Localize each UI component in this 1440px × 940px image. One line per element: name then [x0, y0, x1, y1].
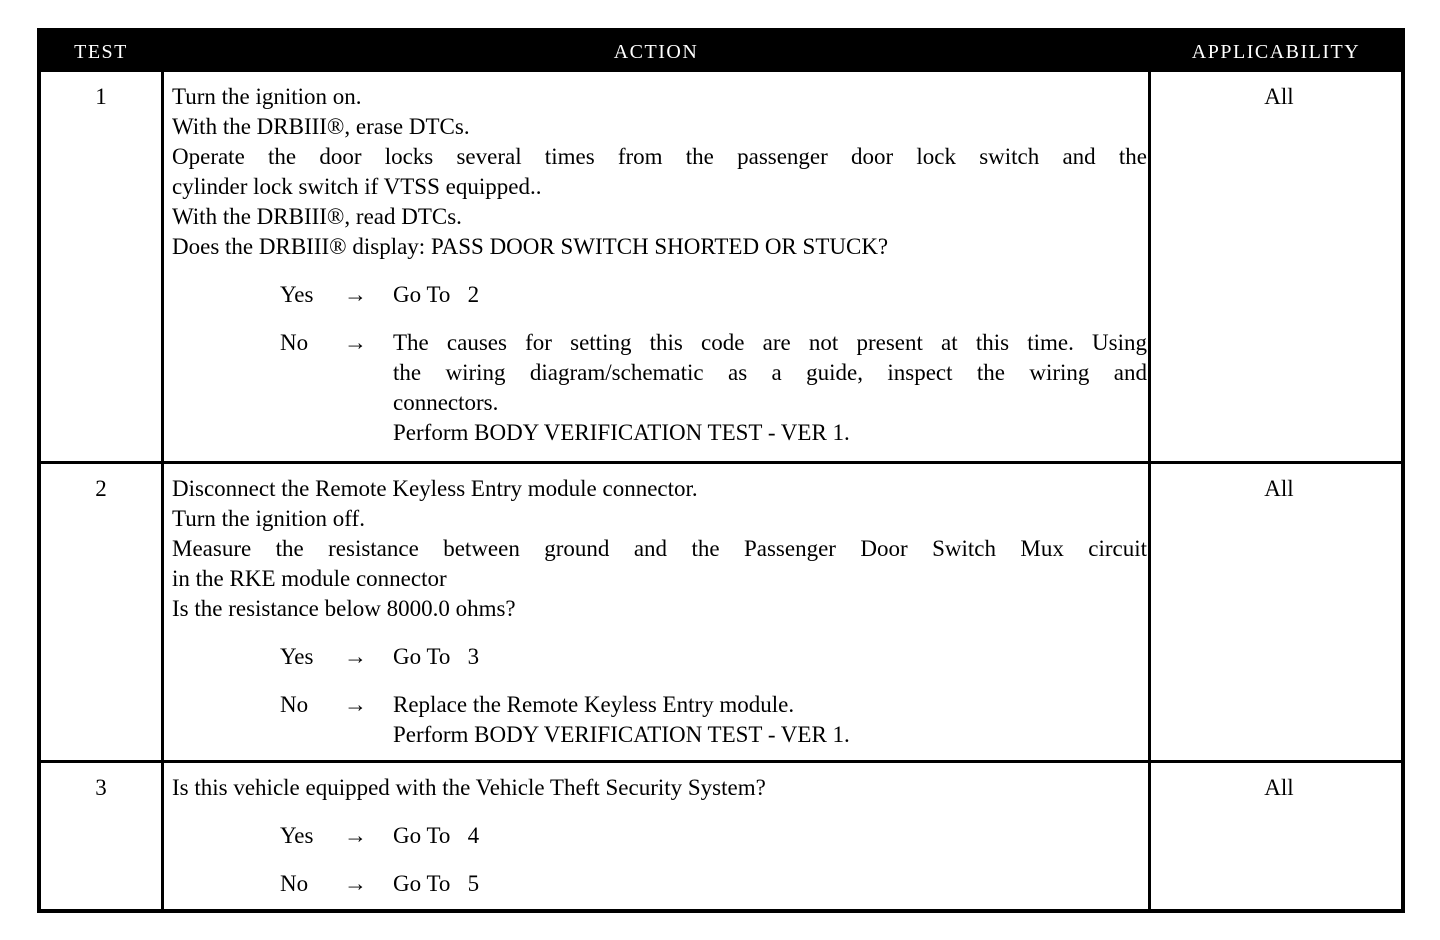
- response-text: connectors.: [393, 390, 499, 415]
- test-number: 2: [95, 476, 107, 501]
- response-text: The causes for setting this code are not present at this time. Using: [393, 330, 1147, 355]
- response-text: Perform BODY VERIFICATION TEST - VER 1.: [393, 420, 850, 445]
- response-text: Go To 4: [393, 823, 480, 848]
- applicability-value: All: [1264, 775, 1294, 800]
- yes-label: Yes: [280, 823, 314, 848]
- action-line: Does the DRBIII® display: PASS DOOR SWITCH SHORTED OR STUCK?: [172, 234, 889, 259]
- action-line: With the DRBIII®, erase DTCs.: [172, 114, 470, 139]
- action-line: Is the resistance below 8000.0 ohms?: [172, 596, 516, 621]
- response-text: the wiring diagram/schematic as a guide, inspect the wiring and: [393, 360, 1147, 385]
- arrow-icon: →: [344, 692, 367, 717]
- action-line: Disconnect the Remote Keyless Entry module connector.: [172, 476, 698, 501]
- yes-label: Yes: [280, 282, 314, 307]
- arrow-icon: →: [344, 871, 367, 896]
- test-number: 1: [95, 84, 107, 109]
- action-line: Measure the resistance between ground and the Passenger Door Switch Mux circuit: [172, 536, 1147, 561]
- action-cell: [172, 474, 1147, 750]
- action-line: in the RKE module connector: [172, 566, 447, 591]
- table-header: [41, 32, 1401, 72]
- applicability-value: All: [1264, 476, 1294, 501]
- yes-label: Yes: [280, 644, 314, 669]
- action-line: Is this vehicle equipped with the Vehicle Theft Security System?: [172, 775, 766, 800]
- action-line: Turn the ignition on.: [172, 84, 362, 109]
- yes-response: [172, 821, 1147, 851]
- action-line: cylinder lock switch if VTSS equipped..: [172, 174, 542, 199]
- row-divider: [41, 760, 1401, 763]
- no-label: No: [280, 330, 309, 355]
- no-response: [172, 869, 1147, 899]
- diagnostic-test-table: [37, 28, 1405, 913]
- response-text: Perform BODY VERIFICATION TEST - VER 1.: [393, 722, 850, 747]
- row-divider: [41, 461, 1401, 464]
- no-label: No: [280, 692, 309, 717]
- no-label: No: [280, 871, 309, 896]
- yes-response: [172, 280, 1147, 310]
- no-response: [172, 328, 1147, 448]
- yes-response: [172, 642, 1147, 672]
- action-line: Operate the door locks several times from the passenger door lock switch and the: [172, 144, 1147, 169]
- column-divider: [161, 72, 164, 913]
- arrow-icon: →: [344, 644, 367, 669]
- arrow-icon: →: [344, 823, 367, 848]
- header-test: TEST: [74, 41, 128, 63]
- applicability-value: All: [1264, 84, 1294, 109]
- header-action: ACTION: [613, 41, 699, 63]
- response-text: Replace the Remote Keyless Entry module.: [393, 692, 795, 717]
- response-text: Go To 3: [393, 644, 480, 669]
- test-number: 3: [95, 775, 107, 800]
- response-text: Go To 5: [393, 871, 480, 896]
- action-cell: [172, 82, 1147, 448]
- arrow-icon: →: [344, 330, 367, 355]
- action-line: With the DRBIII®, read DTCs.: [172, 204, 462, 229]
- action-cell: [172, 773, 1147, 899]
- action-line: Turn the ignition off.: [172, 506, 365, 531]
- header-applicability: APPLICABILITY: [1191, 41, 1361, 63]
- response-text: Go To 2: [393, 282, 480, 307]
- no-response: [172, 690, 1147, 750]
- arrow-icon: →: [344, 282, 367, 307]
